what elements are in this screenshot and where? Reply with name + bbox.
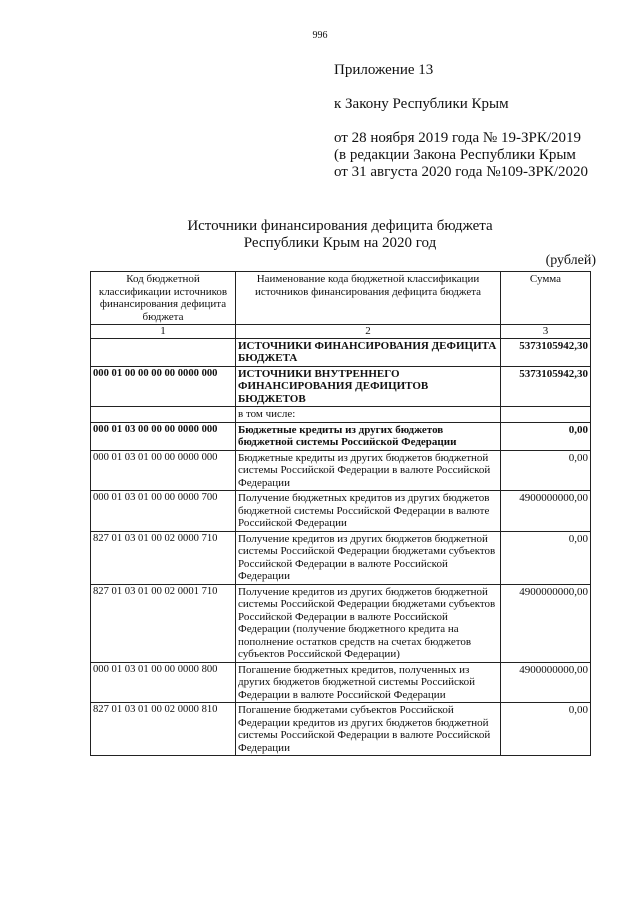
table-row (91, 407, 591, 423)
row-name: Получение кредитов из других бюджетов бюджетной системы Российской Федерации бюджетами субъектов Российской Федерации в валюте Российской Федерации (236, 531, 501, 584)
table-row (91, 338, 591, 366)
row-code (91, 407, 236, 423)
row-code: 827 01 03 01 00 02 0001 710 (91, 584, 236, 662)
row-name: Бюджетные кредиты из других бюджетов бюджетной системы Российской Федерации в валюте Российской Федерации (236, 450, 501, 491)
row-code: 000 01 03 01 00 00 0000 800 (91, 662, 236, 703)
table-row (91, 366, 591, 407)
row-name: Погашение бюджетами субъектов Российской Федерации кредитов из других бюджетов бюджетной системы Российской Федерации в валюте Российской Федерации (236, 703, 501, 756)
table-row (91, 662, 591, 703)
appendix-law-reference: к Закону Республики Крым (334, 96, 509, 112)
row-name: Получение кредитов из других бюджетов бюджетной системы Российской Федерации бюджетами субъектов Российской Федерации в валюте Российской Федерации (получение бюджетного кредита на пополнение остатков средств на счетах бюджетов субъектов Российской Федерации) (236, 584, 501, 662)
row-amount: 5373105942,30 (501, 338, 591, 366)
row-amount: 5373105942,30 (501, 366, 591, 407)
table-row (91, 703, 591, 756)
row-name: Бюджетные кредиты из других бюджетов бюджетной системы Российской Федерации (236, 422, 501, 450)
column-number: 3 (501, 325, 591, 339)
row-amount: 0,00 (501, 703, 591, 756)
row-code: 000 01 00 00 00 00 0000 000 (91, 366, 236, 407)
row-amount: 0,00 (501, 531, 591, 584)
table-row (91, 584, 591, 662)
table-row (91, 491, 591, 532)
row-amount: 4900000000,00 (501, 662, 591, 703)
column-number: 2 (236, 325, 501, 339)
table-row (91, 531, 591, 584)
row-amount: 4900000000,00 (501, 491, 591, 532)
column-number-row (91, 325, 591, 339)
row-amount (501, 407, 591, 423)
header-amount: Сумма (501, 272, 591, 325)
row-code (91, 338, 236, 366)
appendix-revision-note: (в редакции Закона Республики Крым (334, 147, 576, 163)
row-code: 000 01 03 01 00 00 0000 700 (91, 491, 236, 532)
header-code: Код бюджетной классификации источников финансирования дефицита бюджета (91, 272, 236, 325)
currency-note: (рублей) (545, 253, 596, 268)
row-name: ИСТОЧНИКИ ВНУТРЕННЕГО ФИНАНСИРОВАНИЯ ДЕФИЦИТОВ БЮДЖЕТОВ (236, 366, 501, 407)
row-name: в том числе: (236, 407, 501, 423)
table-row (91, 450, 591, 491)
row-code: 827 01 03 01 00 02 0000 710 (91, 531, 236, 584)
appendix-block (334, 62, 588, 181)
table-row (91, 422, 591, 450)
column-number: 1 (91, 325, 236, 339)
document-title (0, 218, 640, 252)
row-amount: 0,00 (501, 450, 591, 491)
budget-sources-table (90, 271, 591, 756)
row-name: Получение бюджетных кредитов из других бюджетов бюджетной системы Российской Федерации в валюте Российской Федерации (236, 491, 501, 532)
row-code: 827 01 03 01 00 02 0000 810 (91, 703, 236, 756)
title-line-1: Источники финансирования дефицита бюджета (187, 218, 493, 234)
title-line-2: Республики Крым на 2020 год (243, 235, 437, 251)
row-name: ИСТОЧНИКИ ФИНАНСИРОВАНИЯ ДЕФИЦИТА БЮДЖЕТА (236, 338, 501, 366)
table-header-row (91, 272, 591, 325)
row-code: 000 01 03 00 00 00 0000 000 (91, 422, 236, 450)
page-number: 996 (312, 30, 328, 41)
row-name: Погашение бюджетных кредитов, полученных из других бюджетов бюджетной системы Российской Федерации в валюте Российской Федерации (236, 662, 501, 703)
row-amount: 4900000000,00 (501, 584, 591, 662)
header-name: Наименование кода бюджетной классификации источников финансирования дефицита бюджета (236, 272, 501, 325)
appendix-revision-date: от 31 августа 2020 года №109-ЗРК/2020 (334, 164, 589, 180)
appendix-law-date: от 28 ноября 2019 года № 19-ЗРК/2019 (334, 130, 582, 146)
row-code: 000 01 03 01 00 00 0000 000 (91, 450, 236, 491)
appendix-number: Приложение 13 (334, 62, 434, 78)
row-amount: 0,00 (501, 422, 591, 450)
